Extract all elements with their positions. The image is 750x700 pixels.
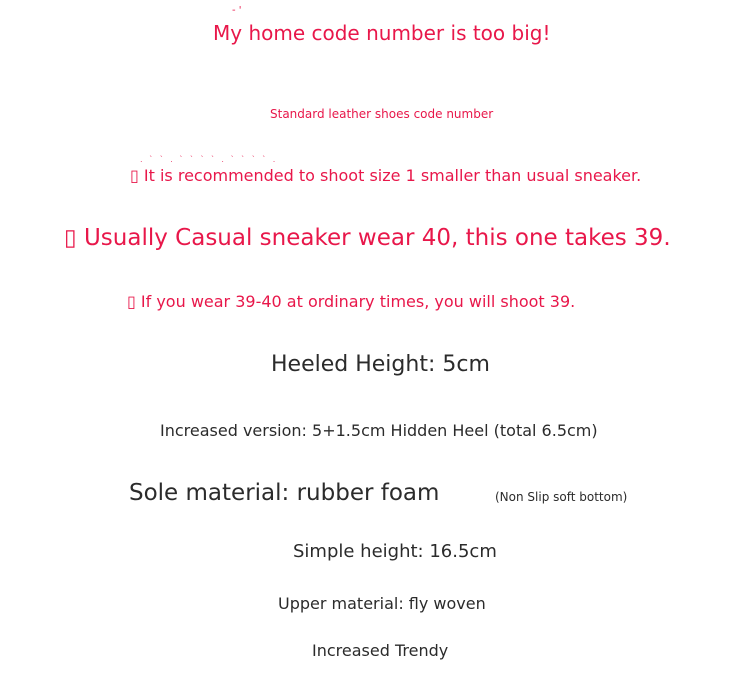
- upper-material-spec: Upper material: fly woven: [278, 594, 486, 613]
- usual-size-line: ▯ Usually Casual sneaker wear 40, this one takes 39.: [64, 225, 671, 251]
- heeled-height-spec: Heeled Height: 5cm: [271, 352, 490, 377]
- size-recommendation-line: ▯ It is recommended to shoot size 1 smaller than usual sneaker.: [130, 166, 642, 185]
- ordinary-size-line: ▯ If you wear 39-40 at ordinary times, you will shoot 39.: [127, 292, 576, 311]
- standard-code-label: Standard leather shoes code number: [270, 107, 494, 121]
- top-text-fragment: - ': [232, 5, 242, 16]
- sole-note: (Non Slip soft bottom): [495, 490, 628, 504]
- style-label: Increased Trendy: [312, 641, 449, 660]
- increased-version-spec: Increased version: 5+1.5cm Hidden Heel (total 6.5cm): [160, 421, 598, 440]
- size-warning-title: My home code number is too big!: [213, 21, 551, 45]
- cropped-text-fragment: . ` ` . ` ` ` ` . ` ` ` ` .: [140, 155, 278, 164]
- sole-material-spec: Sole material: rubber foam: [129, 480, 440, 506]
- simple-height-spec: Simple height: 16.5cm: [293, 541, 497, 562]
